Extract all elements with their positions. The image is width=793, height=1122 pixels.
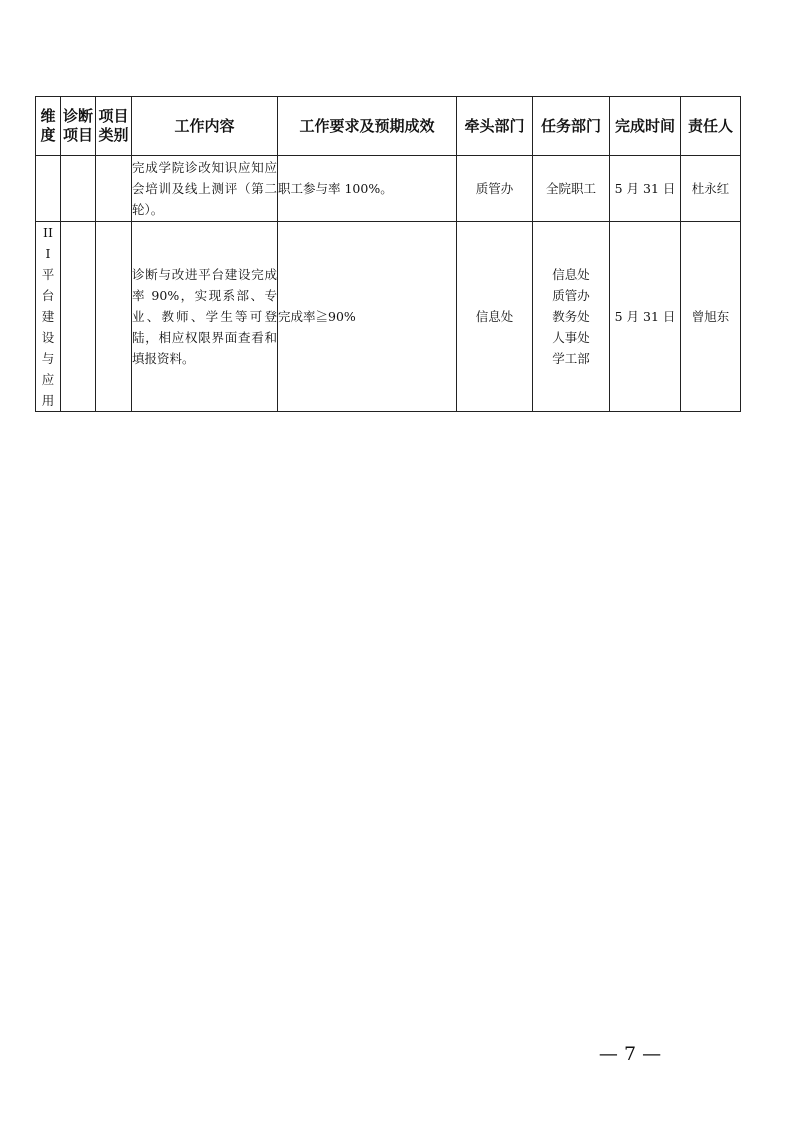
cell-dimension (36, 156, 61, 222)
table-row (36, 156, 741, 222)
header-task-dept: 任务部门 (533, 97, 610, 156)
cell-requirements: 完成率≧90% (278, 222, 457, 412)
cell-item-category (96, 156, 132, 222)
page-number: — 7 — (598, 1043, 662, 1065)
table-row (36, 222, 741, 412)
cell-diagnosis-item (61, 222, 96, 412)
cell-dimension: III平台建设与应用 (36, 222, 61, 412)
header-dimension: 维 度 (36, 97, 61, 156)
work-plan-table (35, 96, 741, 412)
cell-work-content: 诊断与改进平台建设完成率 90%，实现系部、专业、教师、学生等可登陆，相应权限界面查看和填报资料。 (132, 222, 278, 412)
header-deadline: 完成时间 (610, 97, 681, 156)
cell-task-dept: 全院职工 (533, 156, 610, 222)
header-requirements: 工作要求及预期成效 (278, 97, 457, 156)
header-item-category: 项目 类别 (96, 97, 132, 156)
cell-task-dept: 信息处 质管办 教务处 人事处 学工部 (533, 222, 610, 412)
cell-lead-dept: 信息处 (457, 222, 533, 412)
header-work-content: 工作内容 (132, 97, 278, 156)
table-header-row (36, 97, 741, 156)
cell-lead-dept: 质管办 (457, 156, 533, 222)
cell-diagnosis-item (61, 156, 96, 222)
cell-item-category (96, 222, 132, 412)
header-diagnosis-item: 诊断 项目 (61, 97, 96, 156)
cell-deadline: 5 月 31 日 (610, 222, 681, 412)
cell-deadline: 5 月 31 日 (610, 156, 681, 222)
header-lead-dept: 牵头部门 (457, 97, 533, 156)
cell-work-content: 完成学院诊改知识应知应会培训及线上测评（第二轮）。 (132, 156, 278, 222)
header-owner: 责任人 (681, 97, 741, 156)
cell-owner: 曾旭东 (681, 222, 741, 412)
cell-owner: 杜永红 (681, 156, 741, 222)
cell-requirements: 职工参与率 100%。 (278, 156, 457, 222)
